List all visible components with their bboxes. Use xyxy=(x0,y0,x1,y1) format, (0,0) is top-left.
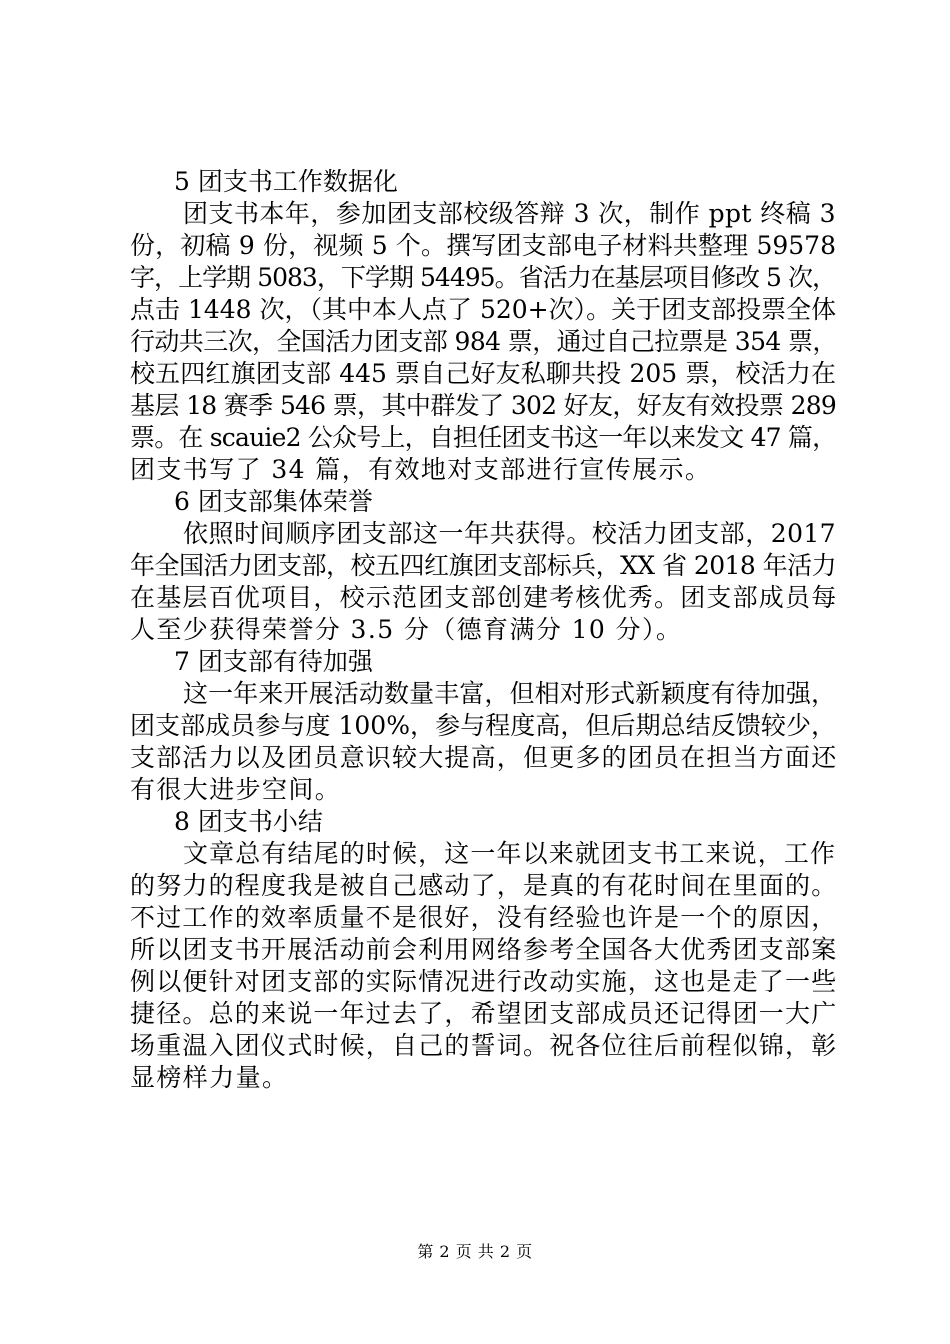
paragraph-line: 在基层百优项目，校示范团支部创建考核优秀。团支部成员每 xyxy=(130,583,838,612)
section-paragraph-summary xyxy=(130,838,836,1094)
paragraph-line: 人至少获得荣誉分 3.5 分（德育满分 10 分）。 xyxy=(130,615,683,644)
paragraph-line: 团支部成员参与度 100%，参与程度高，但后期总结反馈较少， xyxy=(130,711,836,740)
paragraph-line: 这一年来开展活动数量丰富，但相对形式新颖度有待加强， xyxy=(183,679,836,708)
section-heading-collective-honors: 6 团支部集体荣誉 xyxy=(174,487,373,516)
paragraph-line: 捷径。总的来说一年过去了，希望团支部成员还记得团一大广 xyxy=(130,999,838,1028)
paragraph-line: 团支书本年，参加团支部校级答辩 3 次，制作 ppt 终稿 3 xyxy=(183,199,836,228)
document-body xyxy=(130,166,836,1094)
paragraph-line: 文章总有结尾的时候，这一年以来就团支书工来说，工作 xyxy=(183,839,836,868)
paragraph-line: 行动共三次，全国活力团支部 984 票，通过自己拉票是 354 票， xyxy=(130,327,837,356)
paragraph-line: 依照时间顺序团支部这一年共获得。校活力团支部，2017 xyxy=(183,519,836,548)
paragraph-line: 所以团支书开展活动前会利用网络参考全国各大优秀团支部案 xyxy=(130,935,838,964)
paragraph-line: 有很大进步空间。 xyxy=(130,775,342,804)
section-paragraph-to-improve xyxy=(130,678,836,806)
paragraph-line: 例以便针对团支部的实际情况进行改动实施，这也是走了一些 xyxy=(130,967,838,996)
section-paragraph-work-data xyxy=(130,198,836,486)
section-heading-summary: 8 团支书小结 xyxy=(174,807,323,836)
paragraph-line: 点击 1448 次，（其中本人点了 520+次）。关于团支部投票全体 xyxy=(130,295,837,324)
paragraph-line: 团支书写了 34 篇，有效地对支部进行宣传展示。 xyxy=(130,455,712,484)
paragraph-line: 基层 18 赛季 546 票，其中群发了 302 好友，好友有效投票 289 xyxy=(130,391,836,420)
paragraph-line: 年全国活力团支部，校五四红旗团支部标兵，XX 省 2018 年活力 xyxy=(130,551,836,580)
paragraph-line: 场重温入团仪式时候，自己的誓词。祝各位往后前程似锦，彰 xyxy=(130,1031,838,1060)
section-paragraph-collective-honors xyxy=(130,518,836,646)
paragraph-line: 字，上学期 5083，下学期 54495。省活力在基层项目修改 5 次， xyxy=(130,263,836,292)
paragraph-line: 票。在 scauie2 公众号上，自担任团支书这一年以来发文 47 篇， xyxy=(130,423,837,452)
paragraph-line: 的努力的程度我是被自己感动了，是真的有花时间在里面的。 xyxy=(130,871,838,900)
section-heading-work-data: 5 团支书工作数据化 xyxy=(174,167,398,196)
paragraph-line: 支部活力以及团员意识较大提高，但更多的团员在担当方面还 xyxy=(130,743,838,772)
page-number-footer: 第 2 页 共 2 页 xyxy=(417,1242,533,1261)
section-heading-to-improve: 7 团支部有待加强 xyxy=(174,647,373,676)
paragraph-line: 不过工作的效率质量不是很好，没有经验也许是一个的原因， xyxy=(130,903,838,932)
paragraph-line: 校五四红旗团支部 445 票自己好友私聊共投 205 票，校活力在 xyxy=(130,359,836,388)
paragraph-line: 份，初稿 9 份，视频 5 个。撰写团支部电子材料共整理 59578 xyxy=(130,231,836,260)
paragraph-line: 显榜样力量。 xyxy=(130,1063,289,1092)
